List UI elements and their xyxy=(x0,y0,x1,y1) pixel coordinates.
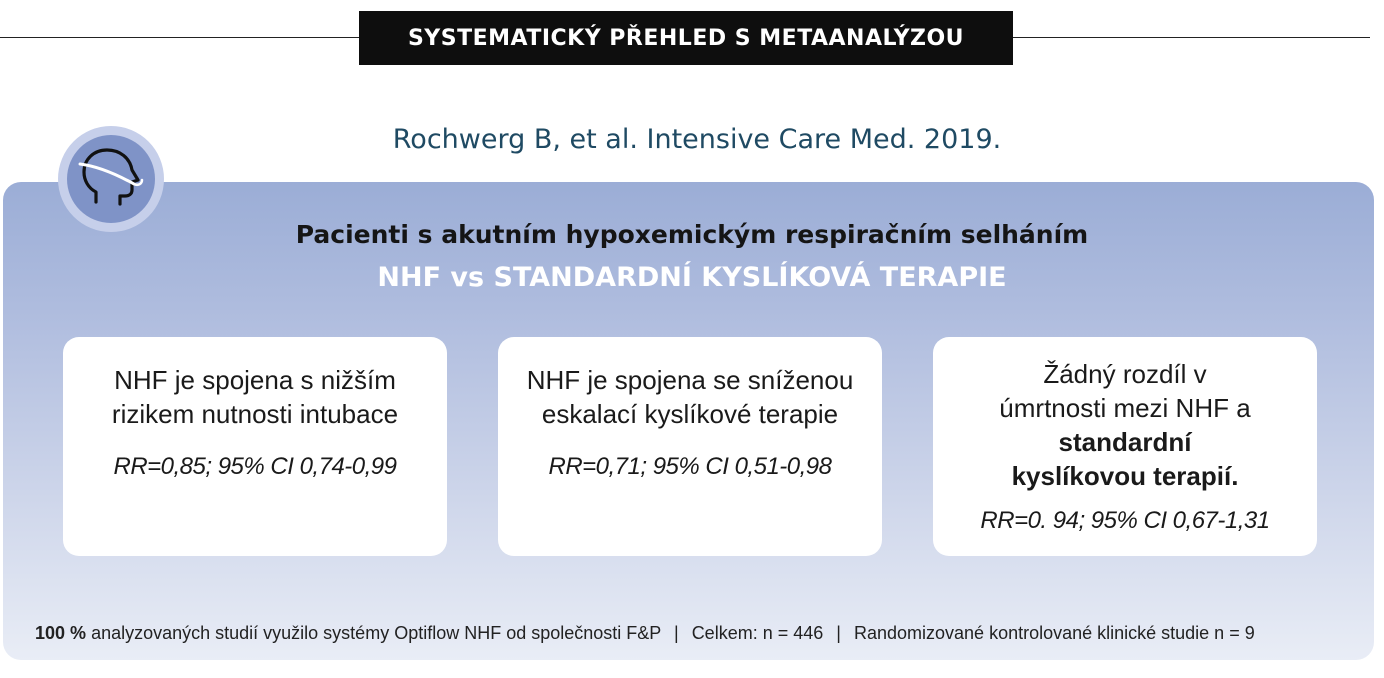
citation: Rochwerg B, et al. Intensive Care Med. 2019. xyxy=(392,124,1002,155)
finding-statistic: RR=0,71; 95% CI 0,51-0,98 xyxy=(548,453,832,480)
comparison-headline: NHF vs STANDARDNÍ KYSLÍKOVÁ TERAPIE xyxy=(377,262,1007,293)
finding-card-mortality xyxy=(933,337,1317,556)
population-subtitle: Pacienti s akutním hypoxemickým respiračním selháním xyxy=(295,220,1089,249)
patient-nasal-cannula-icon xyxy=(76,144,146,214)
footer-percent: 100 % xyxy=(35,623,87,643)
banner-title: SYSTEMATICKÝ PŘEHLED S METAANALÝZOU xyxy=(407,25,965,51)
footer-separator: | xyxy=(836,623,841,643)
study-footer xyxy=(35,623,1365,644)
finding-text: Žádný rozdíl v úmrtnosti mezi NHF a standardní kyslíkovou terapií. xyxy=(999,359,1251,491)
footer-studies-text: analyzovaných studií využilo systémy Optiflow NHF od společnosti F&P xyxy=(91,623,661,643)
finding-card-escalation xyxy=(498,337,882,556)
section-banner xyxy=(359,11,1013,65)
footer-separator: | xyxy=(673,623,679,643)
footer-total: Celkem: n = 446 xyxy=(691,623,824,643)
footer-rct: Randomizované kontrolované klinické studie n = 9 xyxy=(853,623,1255,643)
finding-statistic: RR=0,85; 95% CI 0,74-0,99 xyxy=(113,453,397,480)
finding-statistic: RR=0. 94; 95% CI 0,67-1,31 xyxy=(980,507,1270,534)
finding-text: NHF je spojena se sníženou eskalací kyslíkové terapie xyxy=(526,365,854,429)
finding-card-intubation xyxy=(63,337,447,556)
patient-icon-badge xyxy=(58,126,164,232)
finding-text: NHF je spojena s nižším rizikem nutnosti intubace xyxy=(111,365,399,429)
